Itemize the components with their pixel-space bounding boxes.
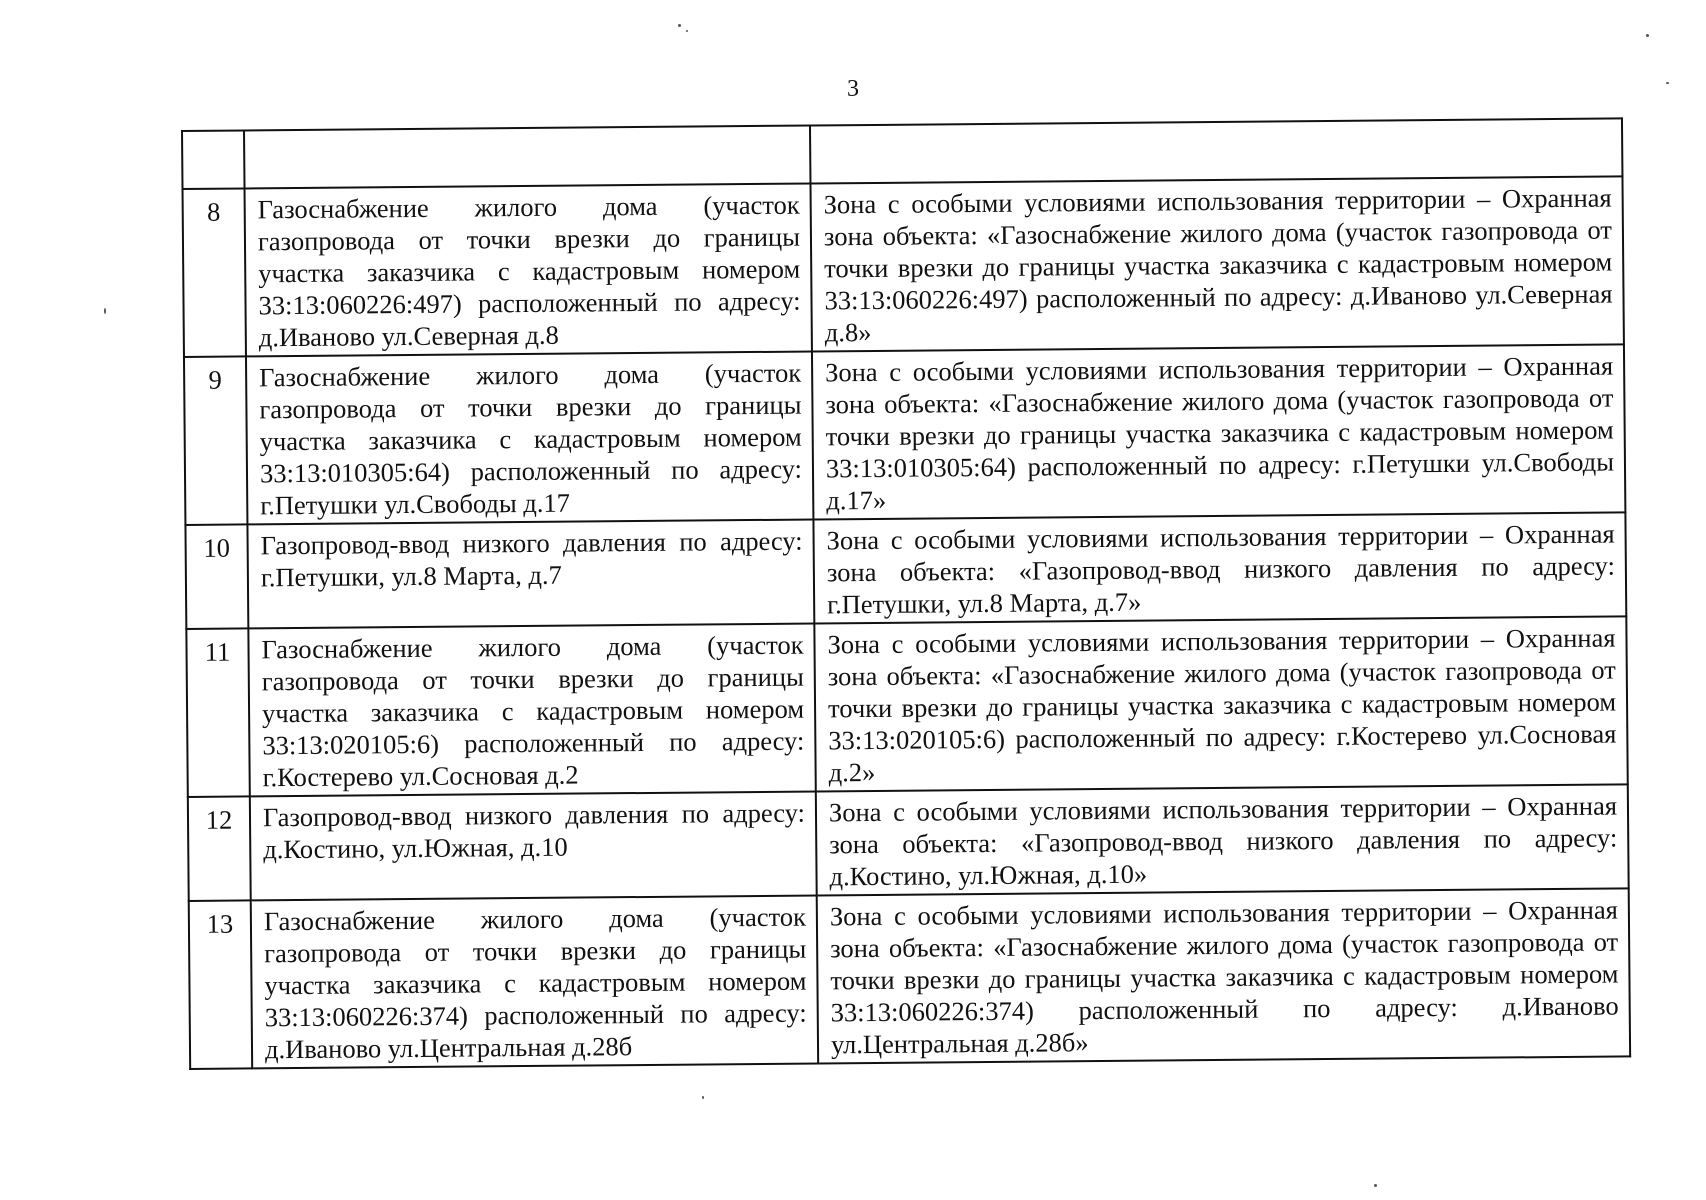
zone-description-cell: Зона с особыми условиями использования территории – Охранная зона объекта: «Газоснабжение жилого дома (участок газопровода от точки врезки до границы участка заказчика с кадастровым номером 33:13:060226:497) расположенный по адресу: д.Иваново ул.Северная д.8» xyxy=(810,176,1623,351)
scan-speck xyxy=(104,308,106,314)
object-name-cell: Газопровод-ввод низкого давления по адресу: г.Петушки, ул.8 Марта, д.7 xyxy=(247,519,814,628)
scan-speck xyxy=(678,24,681,27)
scan-speck xyxy=(702,1096,704,1099)
zone-description-cell: Зона с особыми условиями использования территории – Охранная зона объекта: «Газопровод-ввод низкого давления по адресу: г.Петушки, ул.8 Марта, д.7» xyxy=(813,512,1626,623)
page-number: 3 xyxy=(847,76,859,102)
row-number: 10 xyxy=(185,524,248,629)
scan-speck xyxy=(1666,82,1669,84)
row-number: 11 xyxy=(186,628,249,797)
header-cell-name xyxy=(244,126,810,189)
row-number: 12 xyxy=(188,796,251,901)
zone-description-cell: Зона с особыми условиями использования территории – Охранная зона объекта: «Газопровод-ввод низкого давления по адресу: д.Костино, ул.Южная, д.10» xyxy=(816,784,1629,895)
object-name-cell: Газоснабжение жилого дома (участок газопровода от точки врезки до границы участка заказчика с кадастровым номером 33:13:010305:64) расположенный по адресу: г.Петушки ул.Свободы д.17 xyxy=(246,352,813,525)
header-cell-num xyxy=(182,130,245,189)
object-name-cell: Газоснабжение жилого дома (участок газопровода от точки врезки до границы участка заказчика с кадастровым номером 33:13:060226:374) расположенный по адресу: д.Иваново ул.Центральная д.28б xyxy=(251,895,818,1068)
row-number: 13 xyxy=(189,900,252,1069)
table-row xyxy=(184,344,1625,525)
zone-description-cell: Зона с особыми условиями использования территории – Охранная зона объекта: «Газоснабжение жилого дома (участок газопровода от точки врезки до границы участка заказчика с кадастровым номером 33:13:010305:64) расположенный по адресу: г.Петушки ул.Свободы д.17» xyxy=(812,344,1625,519)
scan-speck xyxy=(686,30,688,32)
zones-table xyxy=(181,117,1631,1070)
zone-description-cell: Зона с особыми условиями использования территории – Охранная зона объекта: «Газоснабжение жилого дома (участок газопровода от точки врезки до границы участка заказчика с кадастровым номером 33:13:060226:374) расположенный по адресу: д.Иваново ул.Центральная д.28б» xyxy=(817,888,1630,1063)
header-cell-zone xyxy=(810,118,1622,183)
scan-speck xyxy=(1374,1184,1377,1187)
table-row xyxy=(189,888,1630,1069)
scan-speck xyxy=(1646,34,1649,37)
table-row xyxy=(188,784,1629,901)
table-row xyxy=(186,616,1627,797)
zone-description-cell: Зона с особыми условиями использования территории – Охранная зона объекта: «Газоснабжение жилого дома (участок газопровода от точки врезки до границы участка заказчика с кадастровым номером 33:13:020105:6) расположенный по адресу: г.Костерево ул.Сосновая д.2» xyxy=(814,616,1627,791)
row-number: 8 xyxy=(183,188,246,357)
table-row xyxy=(185,512,1626,629)
object-name-cell: Газопровод-ввод низкого давления по адресу: д.Костино, ул.Южная, д.10 xyxy=(250,791,817,900)
row-number: 9 xyxy=(184,356,247,525)
object-name-cell: Газоснабжение жилого дома (участок газопровода от точки врезки до границы участка заказчика с кадастровым номером 33:13:060226:497) расположенный по адресу: д.Иваново ул.Северная д.8 xyxy=(245,184,812,357)
object-name-cell: Газоснабжение жилого дома (участок газопровода от точки врезки до границы участка заказчика с кадастровым номером 33:13:020105:6) расположенный по адресу: г.Костерево ул.Сосновая д.2 xyxy=(248,623,815,796)
table-row xyxy=(183,176,1624,357)
